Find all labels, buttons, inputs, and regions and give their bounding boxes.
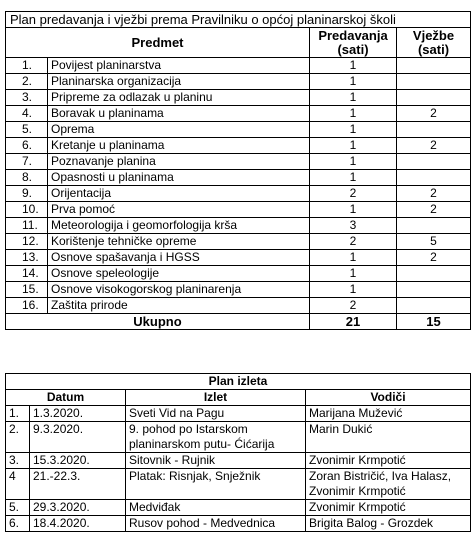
exercises-cell: 2 [397, 250, 471, 266]
table-row [6, 154, 471, 170]
exercises-cell: 5 [397, 234, 471, 250]
table-row [6, 74, 471, 90]
row-number: 1. [6, 58, 48, 74]
total-label: Ukupno [6, 314, 310, 330]
table-row [6, 282, 471, 298]
subject-cell: Prva pomoć [48, 202, 310, 218]
table-row [6, 234, 471, 250]
guides-cell: Brigita Balog - Grozdek [306, 516, 471, 532]
exercises-cell [397, 122, 471, 138]
total-lectures: 21 [310, 314, 397, 330]
row-number: 7. [6, 154, 48, 170]
date-cell: 29.3.2020. [30, 500, 126, 516]
subject-header: Predmet [6, 28, 310, 58]
subject-cell: Osnove spašavanja i HGSS [48, 250, 310, 266]
table-row [6, 90, 471, 106]
exercises-header: Vježbe (sati) [397, 28, 471, 58]
subject-cell: Zaštita prirode [48, 298, 310, 314]
exercises-cell [397, 58, 471, 74]
row-number: 13. [6, 250, 48, 266]
subject-cell: Oprema [48, 122, 310, 138]
exercises-cell [397, 218, 471, 234]
trip-cell: Sveti Vid na Pagu [126, 406, 306, 422]
row-number: 14. [6, 266, 48, 282]
table-row [6, 422, 471, 453]
exercises-cell: 2 [397, 186, 471, 202]
lecture-plan-body [6, 58, 471, 314]
lectures-cell: 1 [310, 58, 397, 74]
exercises-cell: 2 [397, 106, 471, 122]
subject-cell: Meteorologija i geomorfologija krša [48, 218, 310, 234]
date-cell: 1.3.2020. [30, 406, 126, 422]
lectures-cell: 1 [310, 122, 397, 138]
lectures-cell: 1 [310, 154, 397, 170]
row-number: 8. [6, 170, 48, 186]
row-number: 6. [6, 516, 30, 532]
exercises-cell [397, 298, 471, 314]
row-number: 12. [6, 234, 48, 250]
subject-cell: Osnove visokogorskog planinarenja [48, 282, 310, 298]
lectures-cell: 1 [310, 90, 397, 106]
lectures-cell: 3 [310, 218, 397, 234]
date-cell: 15.3.2020. [30, 453, 126, 469]
row-number: 3. [6, 90, 48, 106]
guides-cell: Zvonimir Krmpotić [306, 500, 471, 516]
subject-cell: Orijentacija [48, 186, 310, 202]
exercises-cell: 2 [397, 138, 471, 154]
table-row [6, 58, 471, 74]
exercises-cell: 2 [397, 202, 471, 218]
guides-cell: Zoran Bistričić, Iva Halasz, Zvonimir Krmpotić [306, 469, 471, 500]
subject-cell: Opasnosti u planinama [48, 170, 310, 186]
subject-cell: Planinarska organizacija [48, 74, 310, 90]
guides-cell: Zvonimir Krmpotić [306, 453, 471, 469]
subject-cell: Osnove speleologije [48, 266, 310, 282]
guides-header: Vodiči [306, 390, 471, 406]
date-cell: 9.3.2020. [30, 422, 126, 453]
lectures-cell: 1 [310, 282, 397, 298]
date-header: Datum [6, 390, 126, 406]
trip-cell: Rusov pohod - Medvednica [126, 516, 306, 532]
row-number: 11. [6, 218, 48, 234]
table-row [6, 453, 471, 469]
subject-cell: Korištenje tehničke opreme [48, 234, 310, 250]
table-row [6, 170, 471, 186]
table-row [6, 298, 471, 314]
trip-cell: Platak: Risnjak, Snježnik [126, 469, 306, 500]
lecture-plan-title: Plan predavanja i vježbi prema Pravilniku o općoj planinarskoj školi [6, 12, 471, 28]
date-cell: 18.4.2020. [30, 516, 126, 532]
lectures-cell: 2 [310, 234, 397, 250]
table-row [6, 218, 471, 234]
subject-cell: Poznavanje planina [48, 154, 310, 170]
exercises-cell [397, 90, 471, 106]
lectures-cell: 1 [310, 138, 397, 154]
subject-cell: Kretanje u planinama [48, 138, 310, 154]
lectures-cell: 1 [310, 202, 397, 218]
table-row [6, 516, 471, 532]
exercises-cell [397, 170, 471, 186]
lectures-cell: 1 [310, 74, 397, 90]
table-row [6, 122, 471, 138]
table-row [6, 186, 471, 202]
row-number: 6. [6, 138, 48, 154]
lectures-cell: 1 [310, 250, 397, 266]
trip-cell: 9. pohod po Istarskom planinarskom putu- Ćićarija [126, 422, 306, 453]
trip-plan-body [6, 406, 471, 532]
row-number: 2. [6, 74, 48, 90]
table-row [6, 138, 471, 154]
lectures-cell: 1 [310, 106, 397, 122]
subject-cell: Boravak u planinama [48, 106, 310, 122]
row-number: 5. [6, 500, 30, 516]
guides-cell: Marijana Mužević [306, 406, 471, 422]
table-row [6, 250, 471, 266]
guides-cell: Marin Dukić [306, 422, 471, 453]
trip-cell: Medviđak [126, 500, 306, 516]
subject-cell: Povijest planinarstva [48, 58, 310, 74]
exercises-cell [397, 154, 471, 170]
lectures-cell: 2 [310, 186, 397, 202]
lectures-cell: 2 [310, 298, 397, 314]
row-number: 4. [6, 106, 48, 122]
trip-plan-table [5, 373, 471, 532]
exercises-cell [397, 282, 471, 298]
lectures-cell: 1 [310, 170, 397, 186]
lecture-plan-table [5, 11, 471, 330]
row-number: 5. [6, 122, 48, 138]
exercises-cell [397, 74, 471, 90]
row-number: 4 [6, 469, 30, 500]
table-row [6, 106, 471, 122]
date-cell: 21.-22.3. [30, 469, 126, 500]
row-number: 9. [6, 186, 48, 202]
lectures-header: Predavanja (sati) [310, 28, 397, 58]
total-row [6, 314, 471, 330]
row-number: 15. [6, 282, 48, 298]
trip-header: Izlet [126, 390, 306, 406]
row-number: 1. [6, 406, 30, 422]
table-row [6, 469, 471, 500]
row-number: 16. [6, 298, 48, 314]
table-row [6, 202, 471, 218]
lectures-cell: 1 [310, 266, 397, 282]
total-exercises: 15 [397, 314, 471, 330]
exercises-cell [397, 266, 471, 282]
row-number: 2. [6, 422, 30, 453]
table-row [6, 406, 471, 422]
table-row [6, 266, 471, 282]
subject-cell: Pripreme za odlazak u planinu [48, 90, 310, 106]
row-number: 10. [6, 202, 48, 218]
trip-cell: Sitovnik - Rujnik [126, 453, 306, 469]
trip-plan-title: Plan izleta [6, 374, 471, 390]
table-row [6, 500, 471, 516]
row-number: 3. [6, 453, 30, 469]
